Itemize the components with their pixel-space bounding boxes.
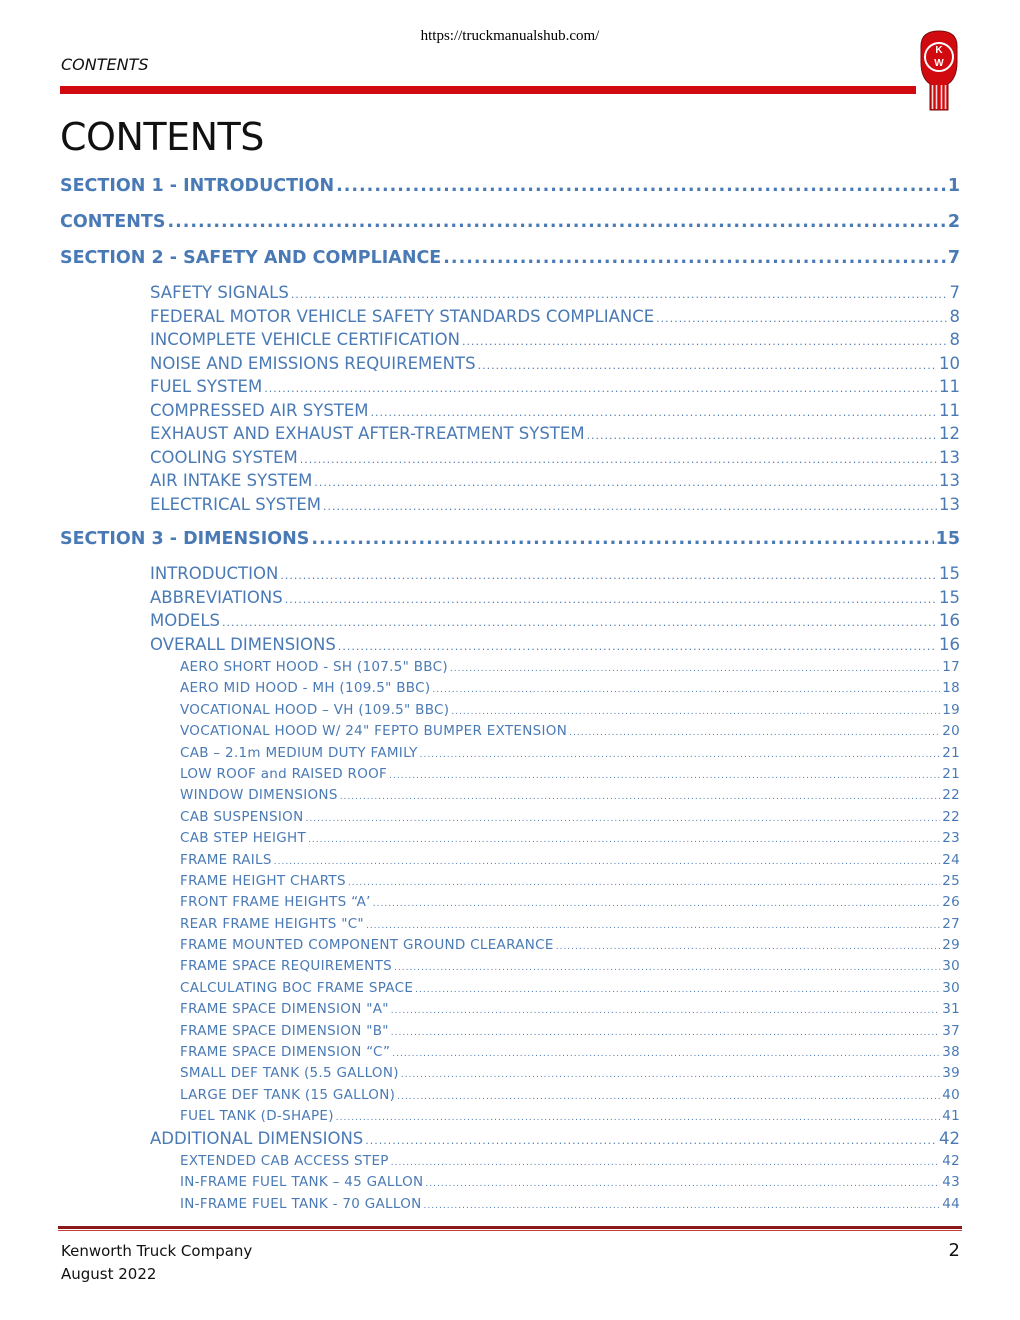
table-of-contents [60,174,960,1215]
toc-entry[interactable] [60,246,960,282]
toc-entry[interactable] [60,871,960,892]
toc-dot-leader [308,830,940,850]
toc-entry-page: 40 [942,1086,960,1103]
toc-entry-page: 30 [942,958,960,975]
toc-entry-title: CAB SUSPENSION [180,808,304,825]
toc-entry-page: 37 [942,1022,960,1039]
toc-dot-leader [391,1023,940,1043]
toc-entry[interactable] [60,447,960,471]
toc-dot-leader [389,766,940,786]
toc-dot-leader [450,659,940,679]
toc-entry-page: 7 [949,283,960,302]
toc-dot-leader [371,402,937,424]
toc-dot-leader [291,284,948,306]
toc-dot-leader [425,1174,940,1194]
toc-entry-page: 43 [942,1174,960,1191]
toc-entry[interactable] [60,1172,960,1193]
toc-entry-page: 25 [942,872,960,889]
toc-entry-title: SECTION 1 - INTRODUCTION [60,176,335,196]
toc-dot-leader [336,174,946,198]
toc-entry[interactable] [60,306,960,330]
toc-entry-page: 16 [939,611,960,630]
toc-dot-leader [451,702,940,722]
toc-entry-page: 16 [939,634,960,654]
toc-entry-page: 22 [942,787,960,804]
toc-dot-leader [656,308,947,330]
toc-entry[interactable] [60,1151,960,1172]
toc-entry-title: INCOMPLETE VEHICLE CERTIFICATION [150,330,460,349]
toc-entry-page: 42 [939,1128,960,1148]
toc-entry-title: ABBREVIATIONS [150,587,283,607]
toc-entry[interactable] [60,470,960,494]
kenworth-logo-icon [918,28,960,112]
footer-company: Kenworth Truck Company [61,1242,253,1260]
toc-entry-page: 39 [942,1065,960,1082]
toc-entry-page: 12 [939,424,960,443]
toc-entry-title: FRAME SPACE DIMENSION "A" [180,1001,389,1018]
toc-entry-page: 10 [939,353,960,373]
toc-spacer [60,517,960,527]
toc-entry-title: LOW ROOF and RAISED ROOF [180,765,388,782]
toc-entry-title: ELECTRICAL SYSTEM [150,494,321,514]
toc-dot-leader [274,852,940,872]
toc-entry-page: 31 [942,1001,960,1018]
toc-entry-page: 26 [942,894,960,911]
toc-dot-leader [300,449,937,471]
toc-entry-page: 15 [935,529,960,549]
toc-entry-title: EXHAUST AND EXHAUST AFTER-TREATMENT SYSTEM [150,424,585,443]
toc-entry-title: AERO MID HOOD - MH (109.5" BBC) [180,680,431,697]
toc-dot-leader [394,958,940,978]
toc-entry[interactable] [60,1042,960,1063]
header-rule [60,86,916,94]
toc-entry-title: FRONT FRAME HEIGHTS “A’ [180,894,371,911]
toc-dot-leader [305,809,940,829]
toc-dot-leader [336,1108,940,1128]
toc-dot-leader [340,787,941,807]
toc-entry-page: 42 [942,1153,960,1170]
toc-dot-leader [392,1044,940,1064]
toc-entry-title: SAFETY SIGNALS [150,283,289,302]
toc-entry-title: FRAME SPACE DIMENSION “C” [180,1044,391,1061]
toc-entry-title: FRAME RAILS [180,851,272,868]
toc-entry[interactable] [60,892,960,913]
toc-entry[interactable] [60,1021,960,1042]
toc-dot-leader [556,937,941,957]
page-number: 2 [948,1240,960,1261]
toc-entry-title: EXTENDED CAB ACCESS STEP [180,1153,389,1170]
toc-dot-leader [365,1130,937,1152]
toc-entry[interactable] [60,353,960,377]
toc-entry-title: CONTENTS [60,212,166,232]
toc-entry-title: VOCATIONAL HOOD W/ 24" FEPTO BUMPER EXTENSION [180,723,568,740]
toc-entry-page: 1 [947,176,960,196]
toc-entry-page: 19 [942,701,960,718]
toc-entry-page: 23 [942,830,960,847]
toc-entry[interactable] [60,764,960,785]
toc-entry-page: 27 [942,915,960,932]
toc-dot-leader [478,355,937,377]
toc-dot-leader [373,894,940,914]
toc-entry-title: NOISE AND EMISSIONS REQUIREMENTS [150,353,476,373]
toc-entry-page: 41 [942,1108,960,1125]
toc-dot-leader [587,425,937,447]
toc-entry-title: SECTION 2 - SAFETY AND COMPLIANCE [60,248,442,268]
toc-entry[interactable] [60,807,960,828]
toc-entry-page: 8 [949,330,960,349]
toc-entry-title: CAB STEP HEIGHT [180,830,307,847]
toc-dot-leader [323,496,937,518]
footer-rule-thin [58,1230,962,1231]
toc-entry-page: 21 [942,765,960,782]
toc-entry-title: COOLING SYSTEM [150,447,298,467]
toc-entry-title: IN-FRAME FUEL TANK - 70 GALLON [180,1195,422,1212]
toc-dot-leader [338,636,937,658]
toc-dot-leader [401,1065,940,1085]
toc-entry[interactable] [60,956,960,977]
toc-dot-leader [348,873,940,893]
toc-entry-title: ADDITIONAL DIMENSIONS [150,1128,364,1148]
toc-dot-leader [420,745,941,765]
toc-entry-page: 7 [947,248,960,268]
toc-entry[interactable] [60,914,960,935]
toc-entry[interactable] [60,850,960,871]
toc-entry-page: 13 [939,494,960,514]
toc-dot-leader [314,472,937,494]
toc-dot-leader [222,612,937,634]
toc-entry-title: WINDOW DIMENSIONS [180,787,338,804]
toc-entry[interactable] [60,657,960,678]
toc-entry[interactable] [60,527,960,563]
toc-dot-leader [391,1001,940,1021]
toc-dot-leader [264,378,937,400]
toc-dot-leader [366,916,940,936]
toc-entry-page: 15 [939,564,960,583]
toc-entry-title: AERO SHORT HOOD - SH (107.5" BBC) [180,659,448,675]
toc-entry-title: IN-FRAME FUEL TANK – 45 GALLON [180,1174,424,1191]
toc-entry-page: 44 [942,1195,960,1212]
toc-entry-title: FUEL TANK (D-SHAPE) [180,1108,334,1125]
toc-entry-title: OVERALL DIMENSIONS [150,634,336,654]
toc-dot-leader [391,1153,940,1173]
svg-text:W: W [934,58,944,69]
running-header: CONTENTS [61,55,149,74]
toc-entry[interactable] [60,828,960,849]
svg-text:K: K [935,45,943,56]
toc-entry-page: 38 [942,1044,960,1061]
toc-dot-leader [280,565,937,587]
toc-entry[interactable] [60,329,960,353]
toc-entry-page: 15 [939,587,960,607]
toc-entry[interactable] [60,174,960,210]
source-url: https://truckmanualshub.com/ [420,28,600,44]
toc-entry[interactable] [60,678,960,699]
toc-dot-leader [311,527,933,551]
toc-entry-title: FEDERAL MOTOR VEHICLE SAFETY STANDARDS COMPLIANCE [150,306,655,326]
toc-dot-leader [432,680,940,700]
page-title: CONTENTS [60,115,264,159]
toc-entry-title: FRAME SPACE DIMENSION "B" [180,1022,389,1039]
toc-entry-title: INTRODUCTION [150,564,279,583]
toc-entry-page: 13 [939,471,960,490]
toc-entry[interactable] [60,785,960,806]
toc-dot-leader [167,210,945,234]
toc-entry-title: FRAME HEIGHT CHARTS [180,872,346,889]
toc-entry-title: FUEL SYSTEM [150,377,263,396]
toc-entry-title: REAR FRAME HEIGHTS "C" [180,915,364,932]
toc-entry[interactable] [60,999,960,1020]
toc-dot-leader [285,589,937,611]
toc-entry[interactable] [60,1085,960,1106]
toc-entry[interactable] [60,494,960,518]
toc-entry[interactable] [60,1194,960,1215]
toc-entry-title: VOCATIONAL HOOD – VH (109.5" BBC) [180,701,450,718]
toc-entry[interactable] [60,587,960,611]
footer-rule [58,1226,962,1229]
toc-entry[interactable] [60,376,960,400]
toc-entry-page: 11 [939,377,960,396]
toc-entry[interactable] [60,400,960,424]
toc-entry-page: 29 [942,937,960,954]
toc-entry[interactable] [60,1128,960,1152]
toc-dot-leader [569,723,940,743]
toc-entry-page: 18 [942,680,960,697]
toc-entry[interactable] [60,743,960,764]
toc-entry-page: 24 [942,851,960,868]
toc-entry-title: COMPRESSED AIR SYSTEM [150,400,369,420]
toc-entry[interactable] [60,210,960,246]
toc-entry[interactable] [60,721,960,742]
toc-dot-leader [424,1196,941,1216]
toc-entry-page: 17 [942,659,960,675]
toc-entry-title: FRAME SPACE REQUIREMENTS [180,958,392,975]
toc-entry-page: 11 [939,400,960,420]
toc-entry[interactable] [60,1106,960,1127]
toc-entry-page: 20 [942,723,960,740]
toc-entry-title: MODELS [150,611,221,630]
toc-dot-leader [415,980,940,1000]
toc-entry-title: LARGE DEF TANK (15 GALLON) [180,1086,396,1103]
toc-dot-leader [443,246,946,270]
toc-entry-page: 22 [942,808,960,825]
toc-entry-title: CAB – 2.1m MEDIUM DUTY FAMILY [180,744,418,761]
toc-entry-page: 30 [942,979,960,996]
toc-entry[interactable] [60,978,960,999]
toc-entry[interactable] [60,282,960,306]
toc-entry-page: 13 [939,447,960,467]
toc-entry-title: SECTION 3 - DIMENSIONS [60,529,310,549]
toc-entry[interactable] [60,634,960,658]
toc-entry-page: 8 [949,306,960,326]
toc-entry[interactable] [60,1063,960,1084]
toc-entry[interactable] [60,563,960,587]
toc-dot-leader [462,331,948,353]
toc-entry[interactable] [60,700,960,721]
toc-entry[interactable] [60,935,960,956]
toc-entry[interactable] [60,423,960,447]
toc-entry-title: CALCULATING BOC FRAME SPACE [180,979,414,996]
toc-dot-leader [397,1087,940,1107]
toc-entry-page: 2 [947,212,960,232]
toc-entry-page: 21 [942,744,960,761]
toc-entry[interactable] [60,610,960,634]
toc-entry-title: SMALL DEF TANK (5.5 GALLON) [180,1065,399,1082]
footer-date: August 2022 [61,1265,157,1283]
toc-entry-title: FRAME MOUNTED COMPONENT GROUND CLEARANCE [180,937,554,954]
toc-entry-title: AIR INTAKE SYSTEM [150,471,313,490]
